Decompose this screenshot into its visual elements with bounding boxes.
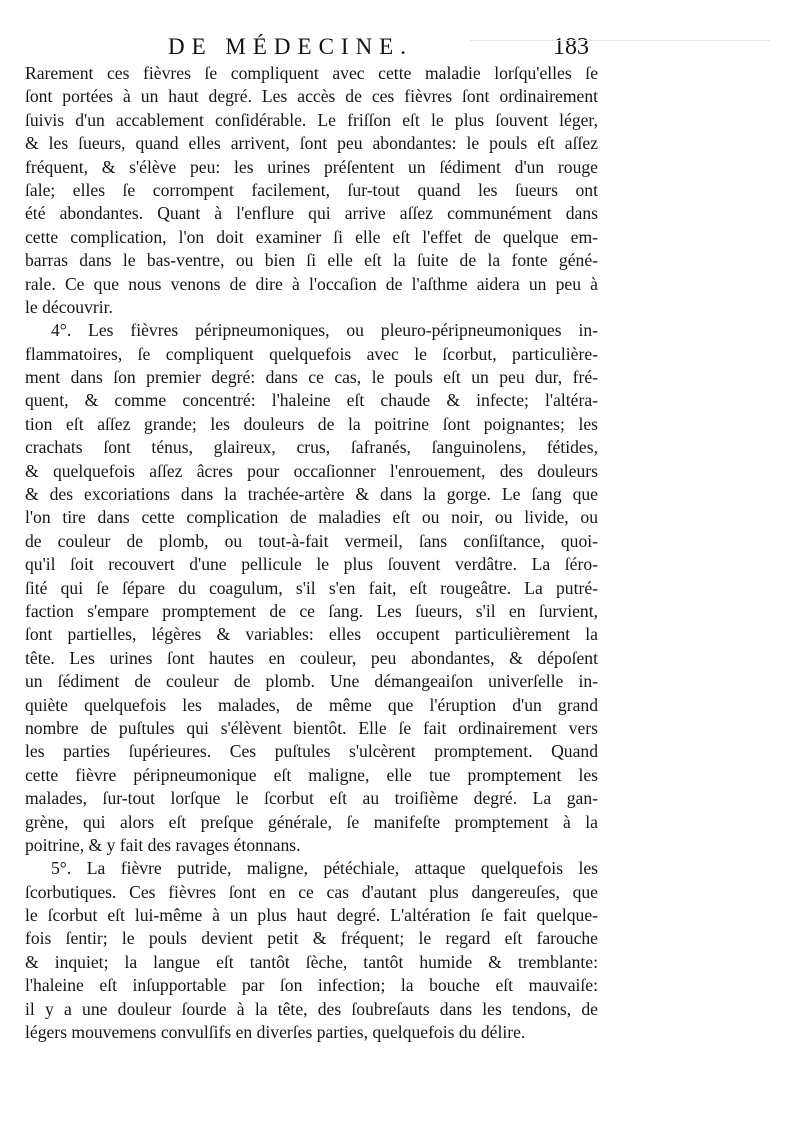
text-line: un ſédiment de couleur de plomb. Une démangeaiſon univerſelle in-: [25, 671, 598, 692]
running-title: DE MÉDECINE.: [168, 34, 413, 59]
text-line: ſont partielles, légères & variables: elles occupent particulièrement la: [25, 624, 598, 645]
page-number: 183: [553, 34, 589, 60]
text-line: nombre de puſtules qui s'élèvent bientôt. Elle ſe fait ordinairement vers: [25, 717, 598, 738]
text-line: ſale; elles ſe corrompent facilement, ſur-tout quand les ſueurs ont: [25, 179, 598, 200]
text-line: & les ſueurs, quand elles arrivent, ſont peu abondantes: le pouls eſt aſſez: [25, 133, 598, 154]
text-line: fréquent, & s'élève peu: les urines préſentent un ſédiment d'un rouge: [25, 156, 598, 177]
text-line: faction s'empare promptement de ce ſang. Les ſueurs, s'il en ſurvient,: [25, 600, 598, 621]
text-line: barras dans le bas-ventre, ou bien ſi elle eſt la ſuite de la fonte géné-: [25, 250, 598, 271]
text-line: il y a une douleur ſourde à la tête, des ſoubreſauts dans les tendons, de: [25, 998, 598, 1019]
text-line: fois ſentir; le pouls devient petit & fréquent; le regard eſt farouche: [25, 928, 598, 949]
text-line: légers mouvemens convulſifs en diverſes parties, quelquefois du délire.: [25, 1022, 526, 1043]
text-line: l'on tire dans cette complication de maladies eſt ou noir, ou livide, ou: [25, 507, 598, 528]
text-line: cette fièvre péripneumonique eſt maligne, elle tue promptement les: [25, 764, 598, 785]
text-line: malades, ſur-tout lorſque le ſcorbut eſt au troiſième degré. La gan-: [25, 788, 598, 809]
text-line: 5°. La fièvre putride, maligne, pétéchiale, attaque quelquefois les: [51, 858, 598, 879]
text-line: ſont portées à un haut degré. Les accès de ces fièvres ſont ordinairement: [25, 86, 598, 107]
text-line: ſuivis d'un accablement conſidérable. Le friſſon eſt le plus ſouvent léger,: [25, 109, 598, 130]
text-line: le ſcorbut eſt lui-même à un plus haut degré. L'altération ſe fait quelque-: [25, 905, 598, 926]
text-line: ſcorbutiques. Ces fièvres ſont en ce cas d'autant plus dangereuſes, que: [25, 881, 598, 902]
text-line: & inquiet; la langue eſt tantôt ſèche, tantôt humide & tremblante:: [25, 951, 598, 972]
text-line: les parties ſupérieures. Ces puſtules s'ulcèrent promptement. Quand: [25, 741, 598, 762]
text-line: l'haleine eſt inſupportable par ſon infection; la bouche eſt mauvaiſe:: [25, 975, 598, 996]
text-line: & quelquefois aſſez âcres pour occaſionner l'enrouement, des douleurs: [25, 460, 598, 481]
text-line: crachats ſont ténus, glaireux, crus, ſafranés, ſanguinolens, fétides,: [25, 437, 598, 458]
text-line: Rarement ces fièvres ſe compliquent avec cette maladie lorſqu'elles ſe: [25, 63, 598, 83]
text-line: poitrine, & y fait des ravages étonnans.: [25, 834, 301, 855]
text-line: quiète quelquefois les malades, de même que l'éruption d'un grand: [25, 694, 598, 715]
text-line: flammatoires, ſe compliquent quelquefois avec le ſcorbut, particulière-: [25, 343, 598, 364]
text-line: qu'il ſoit recouvert d'une pellicule le plus ſouvent verdâtre. La ſéro-: [25, 554, 598, 575]
text-line: 4°. Les fièvres péripneumoniques, ou pleuro-péripneumoniques in-: [51, 320, 598, 341]
text-line: le découvrir.: [25, 296, 113, 317]
text-line: cette complication, l'on doit examiner ſi elle eſt l'effet de quelque em-: [25, 226, 598, 247]
text-line: été abondantes. Quant à l'enflure qui arrive aſſez communément dans: [25, 203, 598, 224]
show-through-bleed: [470, 40, 770, 61]
text-line: ment dans ſon premier degré: dans ce cas, le pouls eſt un peu dur, fré-: [25, 367, 598, 388]
text-line: rale. Ce que nous venons de dire à l'occaſion de l'aſthme aidera un peu à: [25, 273, 598, 294]
text-line: tion eſt aſſez grande; les douleurs de la poitrine ſont poignantes; les: [25, 413, 598, 434]
text-line: grène, qui alors eſt preſque générale, ſe manifeſte promptement à la: [25, 811, 598, 832]
body-text: [25, 62, 598, 1044]
text-line: de couleur de plomb, ou tout-à-fait vermeil, ſans conſiſtance, quoi-: [25, 530, 598, 551]
text-line: quent, & comme concentré: l'haleine eſt chaude & infecte; l'altéra-: [25, 390, 598, 411]
text-line: & des excoriations dans la trachée-artère & dans la gorge. Le ſang que: [25, 484, 598, 505]
text-line: ſité qui ſe ſépare du coagulum, s'il s'en fait, eſt rougeâtre. La putré-: [25, 577, 598, 598]
text-line: tête. Les urines ſont hautes en couleur, peu abondantes, & dépoſent: [25, 647, 598, 668]
